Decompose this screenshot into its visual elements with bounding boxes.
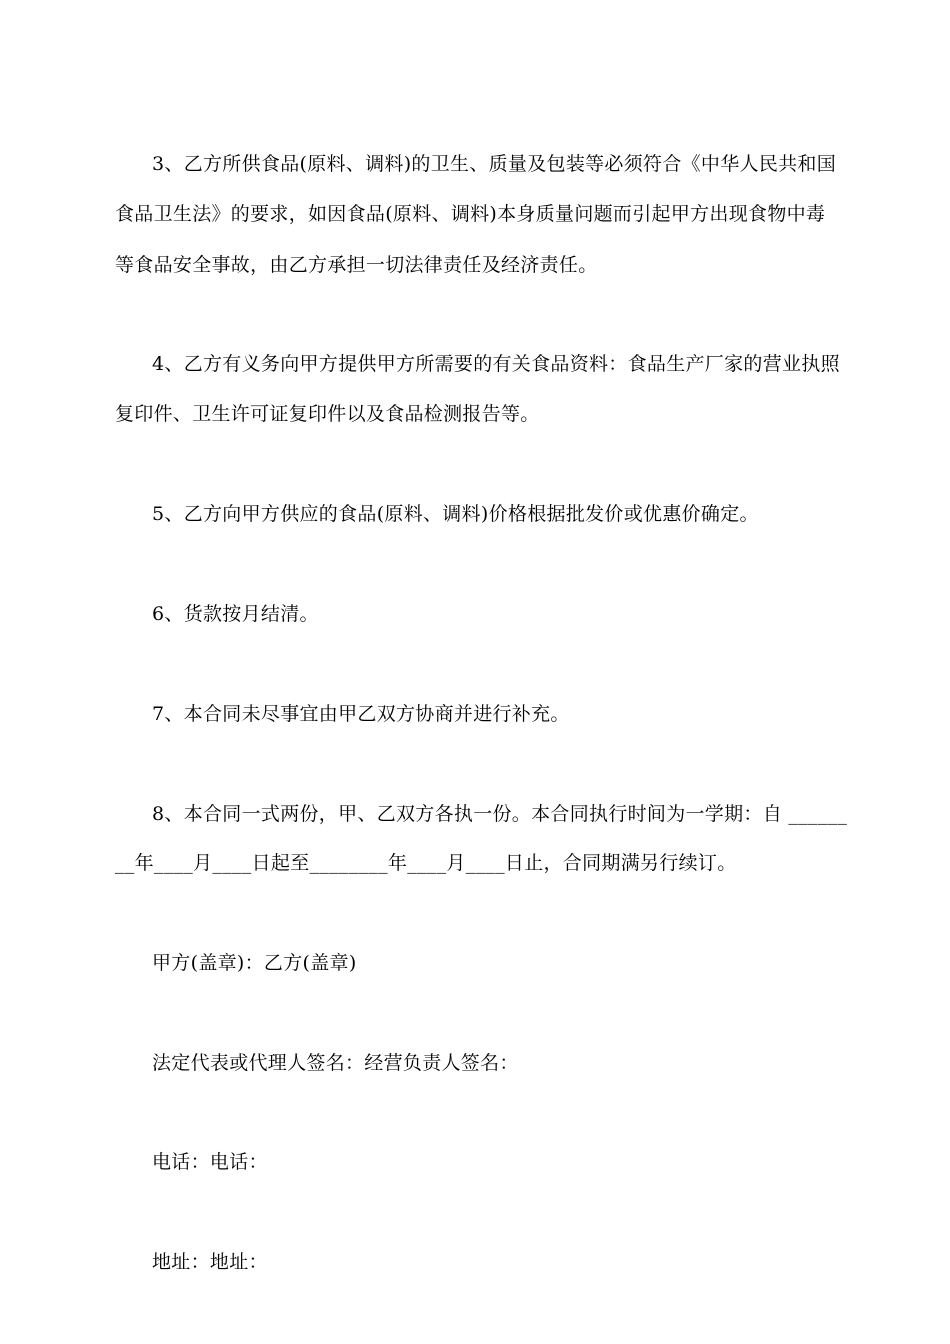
clause-3-line-2: 食品卫生法》的要求，如因食品(原料、调料)本身质量问题而引起甲方出现食物中毒 xyxy=(115,203,826,225)
clause-4-line-1: 4、乙方有义务向甲方提供甲方所需要的有关食品资料：食品生产厂家的营业执照 xyxy=(152,353,840,375)
address-line: 地址：地址： xyxy=(152,1251,268,1273)
clause-3-line-3: 等食品安全事故，由乙方承担一切法律责任及经济责任。 xyxy=(115,254,598,276)
clause-6-line-1: 6、货款按月结清。 xyxy=(152,603,319,625)
clause-8-line-2: __年____月____日起至________年____月____日止，合同期满另行续订。 xyxy=(115,852,737,874)
clause-8-line-1: 8、本合同一式两份，甲、乙双方各执一份。本合同执行时间为一学期：自 ______ xyxy=(152,803,848,825)
clause-7-line-1: 7、本合同未尽事宜由甲乙双方协商并进行补充。 xyxy=(152,703,570,725)
clause-4-line-2: 复印件、卫生许可证复印件以及食品检测报告等。 xyxy=(115,403,540,425)
clause-3-line-1: 3、乙方所供食品(原料、调料)的卫生、质量及包装等必须符合《中华人民共和国 xyxy=(152,153,837,175)
clause-5-line-1: 5、乙方向甲方供应的食品(原料、调料)价格根据批发价或优惠价确定。 xyxy=(152,503,759,525)
signer-line: 法定代表或代理人签名：经营负责人签名： xyxy=(152,1052,519,1074)
phone-line: 电话：电话： xyxy=(152,1151,268,1173)
seal-line: 甲方(盖章)：乙方(盖章) xyxy=(152,952,357,974)
